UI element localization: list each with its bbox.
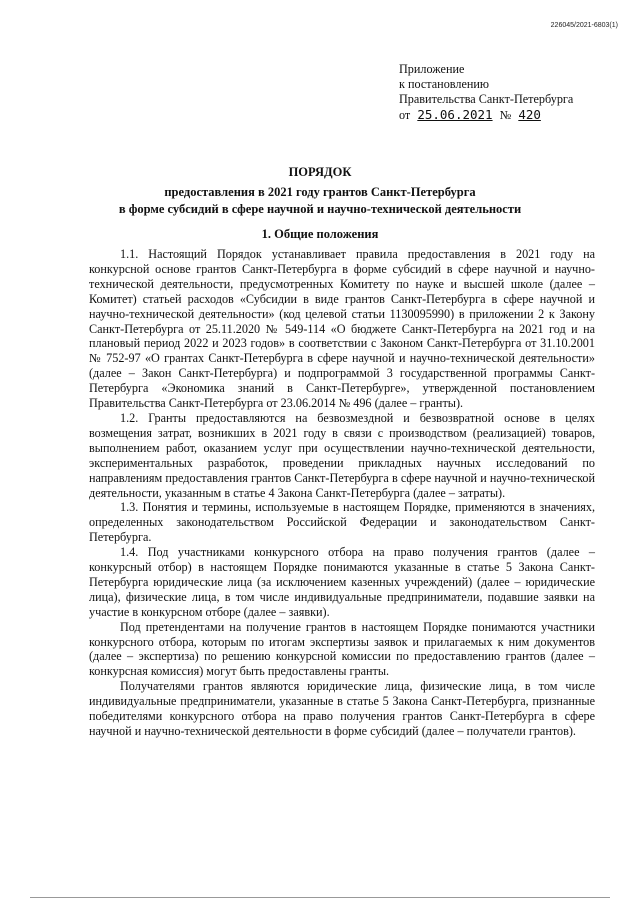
- document-body: [89, 247, 595, 739]
- number-prefix: №: [499, 108, 512, 122]
- appendix-line: к постановлению: [399, 77, 490, 91]
- document-title: ПОРЯДОК: [288, 165, 352, 179]
- scan-edge-line: [30, 897, 610, 898]
- appendix-date-line: [399, 107, 629, 123]
- appendix-line: Правительства Санкт-Петербурга: [399, 92, 574, 106]
- document-subtitle-line: предоставления в 2021 году грантов Санкт-Петербурга: [164, 185, 476, 199]
- paragraph: 1.1. Настоящий Порядок устанавливает правила предоставления в 2021 году на конкурсной основе грантов Санкт-Петербурга в форме субсидий в сфере научной и научно-технической деятельности, предусмотренных Комитету по науке и высшей школе (далее – Комитет) статьей расходов «Субсидии в виде грантов Санкт-Петербурга в сфере научной и научно-технической деятельности» (код целевой статьи 1130095990) в приложении 2 к Закону Санкт-Петербурга от 25.11.2020 № 549-114 «О бюджете Санкт-Петербурга на 2021 год и на плановый период 2022 и 2023 годов» в соответствии с Законом Санкт-Петербурга от 31.10.2001 № 752-97 «О грантах Санкт-Петербурга в сфере научной и научно-технической деятельности» (далее – Закон Санкт-Петербурга) и подпрограммой 3 государственной программы Санкт-Петербурга «Экономика знаний в Санкт-Петербурге», утвержденной постановлением Правительства Санкт-Петербурга от 23.06.2014 № 496 (далее – гранты).: [89, 247, 595, 411]
- paragraph: 1.2. Гранты предоставляются на безвозмездной и безвозвратной основе в целях возмещения затрат, возникших в 2021 году в связи с производством (реализацией) товаров, выполнением работ, оказанием услуг при осуществлении научно-технической деятельности, экспериментальных разработок, проведении прикладных научных исследований по направлениям предоставления грантов Санкт-Петербурга в сфере научной и научно-технической деятельности, указанным в статье 4 Закона Санкт-Петербурга (далее – затраты).: [89, 410, 595, 500]
- appendix-block: [399, 62, 629, 123]
- date-prefix: от: [399, 108, 411, 122]
- appendix-line: Приложение: [399, 62, 465, 76]
- paragraph: 1.4. Под участниками конкурсного отбора на право получения грантов (далее – конкурсный отбор) в настоящем Порядке понимаются указанные в статье 5 Закона Санкт-Петербурга юридические лица (за исключением казенных учреждений) (далее – юридические лица), физические лица, в том числе индивидуальные предприниматели, подавшие заявки на участие в конкурсном отборе (далее – заявки).: [89, 545, 595, 619]
- paragraph: Под претендентами на получение грантов в настоящем Порядке понимаются участники конкурсного отбора, которым по итогам экспертизы заявок и прилагаемых к ним документов (далее – экспертиза) по решению конкурсной комиссии по предоставлению грантов (далее – конкурсная комиссия) могут быть предоставлены гранты.: [89, 619, 595, 679]
- paragraph: Получателями грантов являются юридические лица, физические лица, в том числе индивидуальные предприниматели, указанные в статье 5 Закона Санкт-Петербурга, признанные победителями конкурсного отбора на право получения грантов Санкт-Петербурга в сфере научной и научно-технической деятельности в форме субсидий (далее – получатели грантов).: [89, 679, 595, 738]
- paragraph: 1.3. Понятия и термины, используемые в настоящем Порядке, применяются в значениях, определенных законодательством Российской Федерации и законодательством Санкт-Петербурга.: [89, 500, 595, 545]
- section-title: 1. Общие положения: [261, 227, 379, 241]
- document-header: [60, 164, 580, 218]
- decree-date: 25.06.2021: [417, 107, 493, 122]
- document-number: 226045/2021-6803(1): [550, 22, 618, 29]
- decree-number: 420: [518, 107, 541, 122]
- document-subtitle-line: в форме субсидий в сфере научной и научно-технической деятельности: [118, 202, 522, 216]
